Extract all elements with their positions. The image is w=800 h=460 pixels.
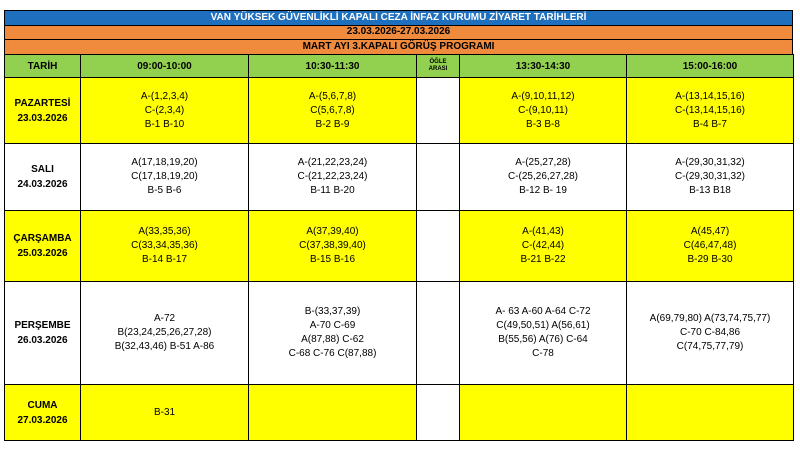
visit-group: C(49,50,51) A(56,61) [496, 320, 590, 331]
visit-group: B-(33,37,39) [304, 306, 361, 317]
visit-group: C(5,6,7,8) [310, 104, 355, 116]
table-row [5, 282, 794, 385]
visit-group: C-(21,22,23,24) [297, 171, 368, 182]
visit-group: C-(2,3,4) [144, 104, 185, 116]
slot-cell-s3 [460, 211, 627, 282]
slot-cell-s4 [627, 282, 794, 385]
visit-group: A-(29,30,31,32) [675, 157, 745, 168]
day-cell [5, 282, 81, 385]
visit-group: B-5 B-6 [147, 185, 182, 196]
visit-group: B(32,43,46) B-51 A-86 [114, 341, 215, 352]
visit-group: C(37,38,39,40) [299, 240, 366, 251]
visit-group: B-31 [153, 406, 176, 418]
day-cell [5, 78, 81, 144]
day-cell [5, 385, 81, 441]
col-header-slot1: 09:00-10:00 [81, 55, 249, 78]
visit-group: A-(25,27,28) [515, 157, 571, 168]
slot-cell-s1 [81, 282, 249, 385]
lunch-break-cell [417, 385, 460, 441]
day-date: 27.03.2026 [17, 414, 68, 426]
slot-cell-s3 [460, 282, 627, 385]
lunch-break-cell [417, 282, 460, 385]
visit-group: A(87,88) C-62 [301, 334, 364, 345]
table-row [5, 211, 794, 282]
visit-group: A-72 [153, 313, 176, 324]
visit-group: A(45,47) [690, 226, 730, 237]
visit-group: B(23,24,25,26,27,28) [117, 327, 212, 338]
visit-group: A-(1,2,3,4) [140, 90, 189, 102]
slot-cell-s2 [249, 211, 417, 282]
day-name: PERŞEMBE [14, 320, 71, 331]
slot-cell-s1 [81, 385, 249, 441]
col-header-slot2: 10:30-11:30 [249, 55, 417, 78]
visit-group: C-(25,26,27,28) [507, 171, 579, 182]
lunch-break-cell [417, 78, 460, 144]
col-header-slot4: 15:00-16:00 [627, 55, 794, 78]
slot-cell-s4 [627, 211, 794, 282]
institution-title: VAN YÜKSEK GÜVENLİKLİ KAPALI CEZA İNFAZ KURUMU ZİYARET TARİHLERİ [4, 10, 793, 25]
visit-group: C(33,34,35,36) [131, 240, 198, 251]
visit-group: C-(29,30,31,32) [674, 171, 746, 182]
slot-cell-s2 [249, 385, 417, 441]
slot-cell-s2 [249, 282, 417, 385]
visit-group: B-4 B-7 [693, 118, 727, 130]
visit-group: B-13 B18 [689, 185, 731, 196]
col-header-date: TARİH [5, 55, 81, 78]
table-row [5, 78, 794, 144]
visit-group: B-21 B-22 [520, 254, 566, 265]
date-range: 23.03.2026-27.03.2026 [4, 25, 793, 39]
visit-group: A-(21,22,23,24) [297, 157, 368, 168]
slot-cell-s4 [627, 385, 794, 441]
table-row [5, 144, 794, 211]
slot-cell-s2 [249, 144, 417, 211]
lunch-break-cell [417, 211, 460, 282]
visit-group: C(46,47,48) [683, 240, 737, 251]
visit-group: A-(41,43) [522, 226, 564, 237]
table-row [5, 385, 794, 441]
visit-group: C-(13,14,15,16) [674, 104, 746, 116]
visit-group: C-78 [532, 348, 554, 359]
visit-group: A(33,35,36) [138, 226, 191, 237]
col-header-slot3: 13:30-14:30 [460, 55, 627, 78]
slot-cell-s2 [249, 78, 417, 144]
visit-group: A-(9,10,11,12) [511, 90, 575, 102]
visit-group: B-12 B- 19 [519, 185, 567, 196]
visit-group: C(74,75,77,79) [676, 341, 744, 352]
visit-group: B-3 B-8 [526, 118, 560, 130]
visit-group: C-68 C-76 C(87,88) [288, 348, 377, 359]
visit-group: B(55,56) A(76) C-64 [498, 334, 588, 345]
slot-cell-s3 [460, 144, 627, 211]
visit-group: B-11 B-20 [310, 185, 355, 196]
day-date: 24.03.2026 [17, 179, 68, 190]
visit-group: B-29 B-30 [687, 254, 733, 265]
visit-group: B-14 B-17 [141, 254, 188, 265]
col-header-lunch [417, 55, 460, 78]
visit-group: C-(9,10,11) [518, 104, 568, 116]
visit-group: A- 63 A-60 A-64 C-72 [495, 306, 591, 317]
visit-group: A(69,79,80) A(73,74,75,77) [649, 313, 771, 324]
lunch-break-cell [417, 144, 460, 211]
day-date: 26.03.2026 [17, 335, 68, 346]
day-cell [5, 211, 81, 282]
slot-cell-s1 [81, 211, 249, 282]
program-title: MART AYI 3.KAPALI GÖRÜŞ PROGRAMI [4, 39, 793, 54]
slot-cell-s1 [81, 144, 249, 211]
day-name: ÇARŞAMBA [13, 233, 72, 244]
visit-group: B-1 B-10 [144, 118, 185, 130]
visit-group: B-2 B-9 [315, 118, 350, 130]
slot-cell-s4 [627, 144, 794, 211]
day-cell [5, 144, 81, 211]
visit-group: C-(42,44) [521, 240, 565, 251]
visit-group: B-15 B-16 [309, 254, 356, 265]
visit-group: A(17,18,19,20) [131, 157, 198, 168]
day-name: PAZARTESİ [14, 97, 71, 109]
visit-group: A(37,39,40) [306, 226, 359, 237]
day-date: 25.03.2026 [17, 248, 68, 259]
visit-group: A-(13,14,15,16) [675, 90, 745, 102]
slot-cell-s3 [460, 78, 627, 144]
visit-group: C-70 C-84,86 [679, 327, 741, 338]
visit-schedule-table [4, 54, 794, 441]
visit-group: A-70 C-69 [309, 320, 356, 331]
slot-cell-s4 [627, 78, 794, 144]
lunch-label-line1: ÖĞLE [429, 59, 447, 65]
schedule-sheet [4, 10, 793, 441]
slot-cell-s1 [81, 78, 249, 144]
day-name: SALI [31, 164, 54, 175]
visit-group: A-(5,6,7,8) [308, 90, 357, 102]
day-name: CUMA [27, 399, 58, 411]
header-row [5, 55, 794, 78]
lunch-label-line2: ARASI [428, 66, 448, 72]
day-date: 23.03.2026 [17, 112, 68, 124]
visit-group: C(17,18,19,20) [131, 171, 198, 182]
slot-cell-s3 [460, 385, 627, 441]
